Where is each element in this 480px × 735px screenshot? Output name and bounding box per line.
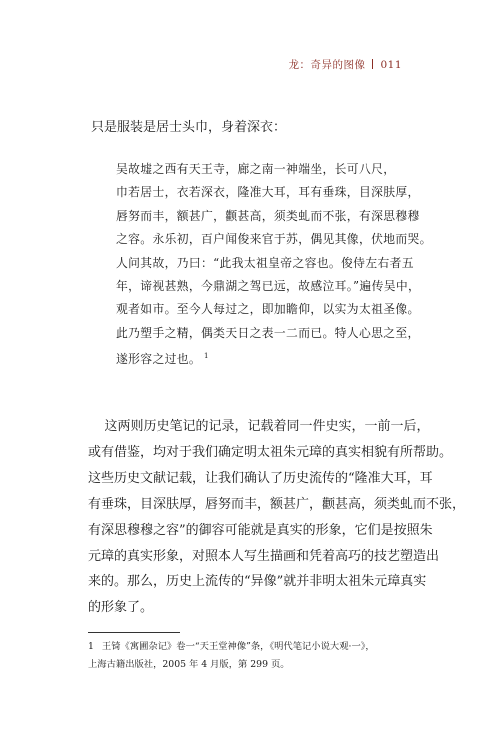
page-number: 011 — [380, 59, 402, 71]
running-head-title: 龙：奇异的图像 — [288, 59, 366, 71]
footnote-text: 王锜《寓圃杂记》卷一“天王堂神像”条，《明代笔记小说大观·一》， — [101, 641, 375, 652]
body-line: 有深思穆穆之容”的御容可能就是真实的形象，它们是按照朱 — [88, 522, 433, 538]
quote-line-text: 遂形容之过也。 — [116, 352, 202, 367]
quote-line: 观者如市。至今人每过之，即加瞻仰，以实为太祖圣像。 — [116, 302, 420, 317]
footnote-line: 上海古籍出版社，2005 年 4 月版，第 299 页。 — [88, 658, 290, 670]
body-line: 有垂珠，目深肤厚，唇努而丰，额甚广，颧甚高，须类虬而不张， — [88, 496, 466, 512]
footnote-line — [88, 638, 418, 656]
body-line: 这些历史文献记载，让我们确认了历史流传的“隆准大耳，耳 — [88, 470, 433, 486]
running-head-divider — [372, 59, 373, 69]
quote-line-last — [116, 345, 406, 371]
running-head — [288, 57, 402, 72]
quote-line: 人问其故，乃曰：“此我太祖皇帝之容也。俊侍左右者五 — [116, 255, 414, 270]
footnote-divider — [88, 632, 180, 633]
body-line: 来的。那么，历史上流传的“异像”就并非明太祖朱元璋真实 — [88, 574, 427, 590]
body-line: 的形象了。 — [88, 600, 154, 616]
footnote-number: 1 — [88, 641, 94, 652]
quote-line: 吴故墟之西有天王寺，廊之南一神端坐，长可八尺， — [116, 162, 396, 176]
quote-line: 之容。永乐初，百户闻俊来官于苏，偶见其像，伏地而哭。 — [116, 232, 432, 247]
quote-line: 巾若居士，衣若深衣，隆准大耳，耳有垂珠，目深肤厚， — [116, 185, 420, 200]
body-line: 元璋的真实形象，对照本人写生描画和凭着高巧的技艺塑造出 — [88, 548, 440, 564]
intro-line: 只是服装是居士头巾，身着深衣： — [91, 120, 287, 135]
footnote-reference[interactable]: 1 — [204, 352, 209, 361]
quote-line: 年，谛视甚熟，今鼎湖之驾已远，故感泣耳。”遍传吴中， — [116, 279, 421, 294]
block-quote — [116, 158, 432, 372]
body-paragraph — [88, 414, 466, 621]
quote-line: 唇努而丰，额甚广，颧甚高，须类虬而不张，有深思穆穆 — [116, 208, 420, 223]
body-line: 这两则历史笔记的记录，记载着同一件史实，一前一后， — [88, 419, 430, 434]
body-line: 或有借鉴，均对于我们确定明太祖朱元璋的真实相貌有所帮助。 — [88, 444, 453, 460]
footnote — [88, 638, 418, 673]
quote-line: 此乃塑手之精，偶类天日之表一二而已。特人心思之至， — [116, 325, 420, 340]
